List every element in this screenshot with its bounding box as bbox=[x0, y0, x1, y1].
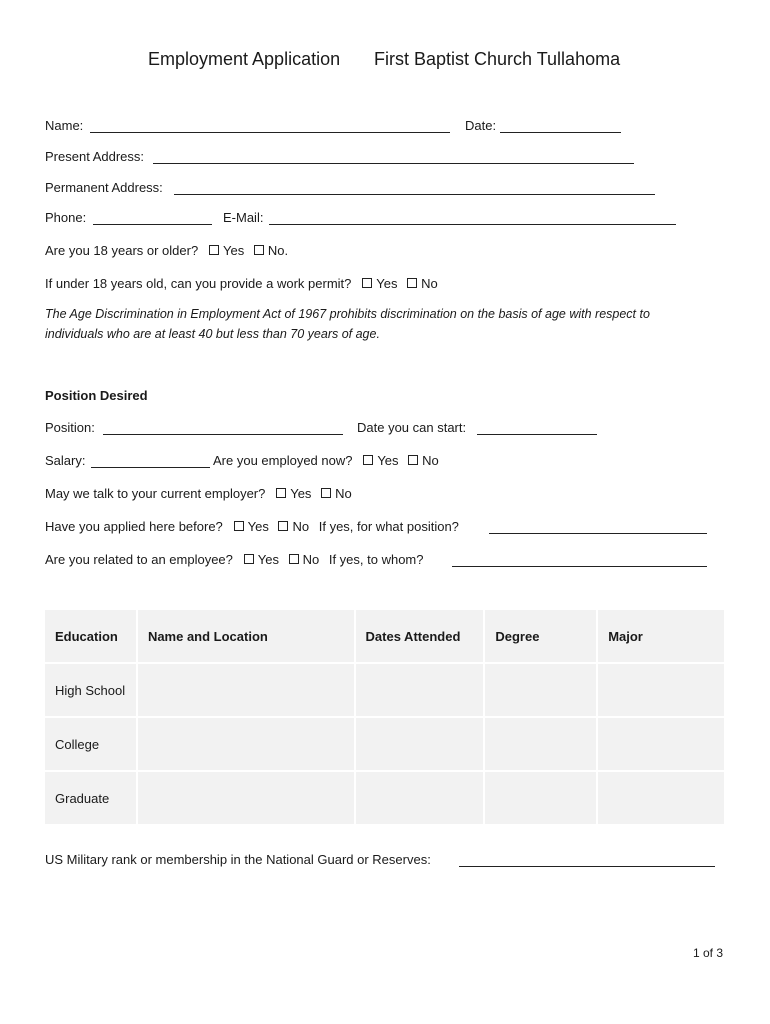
table-cell[interactable] bbox=[597, 663, 725, 717]
related-no-label: No bbox=[302, 552, 320, 567]
employed-no-option[interactable] bbox=[408, 453, 439, 468]
table-cell[interactable] bbox=[355, 771, 485, 825]
employed-question-text: Are you employed now? bbox=[213, 453, 353, 468]
applied-yes-option[interactable] bbox=[234, 519, 269, 534]
age-yes-label: Yes bbox=[223, 243, 245, 258]
name-label: Name: bbox=[45, 118, 84, 133]
table-row bbox=[45, 663, 725, 717]
table-cell[interactable] bbox=[355, 663, 485, 717]
checkbox-icon[interactable] bbox=[254, 245, 264, 255]
employed-no-label: No bbox=[422, 453, 439, 468]
employed-question bbox=[213, 453, 445, 468]
related-no-option[interactable] bbox=[289, 552, 320, 567]
table-cell[interactable] bbox=[484, 717, 597, 771]
checkbox-icon[interactable] bbox=[276, 488, 286, 498]
checkbox-icon[interactable] bbox=[408, 455, 418, 465]
salary-field[interactable] bbox=[91, 467, 210, 468]
age-question bbox=[45, 243, 294, 258]
table-cell[interactable] bbox=[137, 771, 355, 825]
talk-question bbox=[45, 486, 358, 501]
talk-yes-option[interactable] bbox=[276, 486, 311, 501]
email-field[interactable] bbox=[269, 224, 676, 225]
permit-yes-label: Yes bbox=[376, 276, 398, 291]
table-row bbox=[45, 717, 725, 771]
employed-yes-option[interactable] bbox=[363, 453, 398, 468]
major-header: Major bbox=[597, 610, 725, 663]
phone-field[interactable] bbox=[93, 224, 212, 225]
position-label: Position: bbox=[45, 420, 95, 435]
age-disclaimer-line1: The Age Discrimination in Employment Act of 1967 prohibits discrimination on the basis of age with respect to bbox=[45, 307, 650, 321]
related-yes-label: Yes bbox=[257, 552, 279, 567]
applied-no-label: No bbox=[292, 519, 310, 534]
table-cell[interactable] bbox=[597, 717, 725, 771]
talk-no-option[interactable] bbox=[321, 486, 352, 501]
permit-question-text: If under 18 years old, can you provide a work permit? bbox=[45, 276, 352, 291]
checkbox-icon[interactable] bbox=[278, 521, 288, 531]
date-field[interactable] bbox=[500, 132, 621, 133]
age-yes-option[interactable] bbox=[209, 243, 244, 258]
position-heading: Position Desired bbox=[45, 388, 148, 403]
related-question-text: Are you related to an employee? bbox=[45, 552, 233, 567]
position-field[interactable] bbox=[103, 434, 343, 435]
education-header: Education bbox=[45, 610, 137, 663]
permanent-address-label: Permanent Address: bbox=[45, 180, 163, 195]
checkbox-icon[interactable] bbox=[321, 488, 331, 498]
present-address-label: Present Address: bbox=[45, 149, 144, 164]
permit-no-option[interactable] bbox=[407, 276, 438, 291]
degree-header: Degree bbox=[484, 610, 597, 663]
email-label: E-Mail: bbox=[223, 210, 264, 225]
table-row bbox=[45, 771, 725, 825]
age-disclaimer-line2: individuals who are at least 40 but less than 70 years of age. bbox=[45, 327, 380, 341]
talk-no-label: No bbox=[335, 486, 352, 501]
start-date-label: Date you can start: bbox=[357, 420, 467, 435]
permit-no-label: No bbox=[421, 276, 438, 291]
salary-label: Salary: bbox=[45, 453, 86, 468]
checkbox-icon[interactable] bbox=[407, 278, 417, 288]
related-yes-option[interactable] bbox=[244, 552, 279, 567]
related-whom-field[interactable] bbox=[452, 566, 707, 567]
date-label: Date: bbox=[465, 118, 497, 133]
name-location-header: Name and Location bbox=[137, 610, 355, 663]
church-name: First Baptist Church Tullahoma bbox=[374, 49, 621, 69]
table-cell[interactable] bbox=[137, 663, 355, 717]
education-table bbox=[45, 610, 726, 826]
permanent-address-field[interactable] bbox=[174, 194, 655, 195]
row-label-high-school: High School bbox=[45, 663, 137, 717]
dates-attended-header: Dates Attended bbox=[355, 610, 485, 663]
age-no-label: No. bbox=[267, 243, 289, 258]
start-date-field[interactable] bbox=[477, 434, 597, 435]
applied-yes-label: Yes bbox=[247, 519, 269, 534]
checkbox-icon[interactable] bbox=[234, 521, 244, 531]
age-question-text: Are you 18 years or older? bbox=[45, 243, 199, 258]
education-header-row bbox=[45, 610, 725, 663]
table-cell[interactable] bbox=[355, 717, 485, 771]
form-title: Employment Application bbox=[148, 49, 341, 69]
table-cell[interactable] bbox=[484, 771, 597, 825]
checkbox-icon[interactable] bbox=[289, 554, 299, 564]
checkbox-icon[interactable] bbox=[209, 245, 219, 255]
checkbox-icon[interactable] bbox=[363, 455, 373, 465]
name-field[interactable] bbox=[90, 132, 450, 133]
applied-followup-label: If yes, for what position? bbox=[318, 519, 459, 534]
permit-yes-option[interactable] bbox=[362, 276, 397, 291]
military-field[interactable] bbox=[459, 866, 715, 867]
age-no-option[interactable] bbox=[254, 243, 288, 258]
employed-yes-label: Yes bbox=[377, 453, 399, 468]
permit-question bbox=[45, 276, 444, 291]
phone-label: Phone: bbox=[45, 210, 87, 225]
talk-yes-label: Yes bbox=[290, 486, 312, 501]
checkbox-icon[interactable] bbox=[244, 554, 254, 564]
applied-question bbox=[45, 519, 459, 534]
table-cell[interactable] bbox=[597, 771, 725, 825]
page-number: 1 of 3 bbox=[693, 946, 724, 960]
applied-position-field[interactable] bbox=[489, 533, 707, 534]
related-followup-label: If yes, to whom? bbox=[328, 552, 424, 567]
related-question bbox=[45, 552, 424, 567]
talk-question-text: May we talk to your current employer? bbox=[45, 486, 266, 501]
table-cell[interactable] bbox=[484, 663, 597, 717]
military-label: US Military rank or membership in the National Guard or Reserves: bbox=[45, 852, 431, 867]
checkbox-icon[interactable] bbox=[362, 278, 372, 288]
present-address-field[interactable] bbox=[153, 163, 634, 164]
row-label-graduate: Graduate bbox=[45, 771, 137, 825]
table-cell[interactable] bbox=[137, 717, 355, 771]
applied-question-text: Have you applied here before? bbox=[45, 519, 223, 534]
applied-no-option[interactable] bbox=[278, 519, 309, 534]
row-label-college: College bbox=[45, 717, 137, 771]
